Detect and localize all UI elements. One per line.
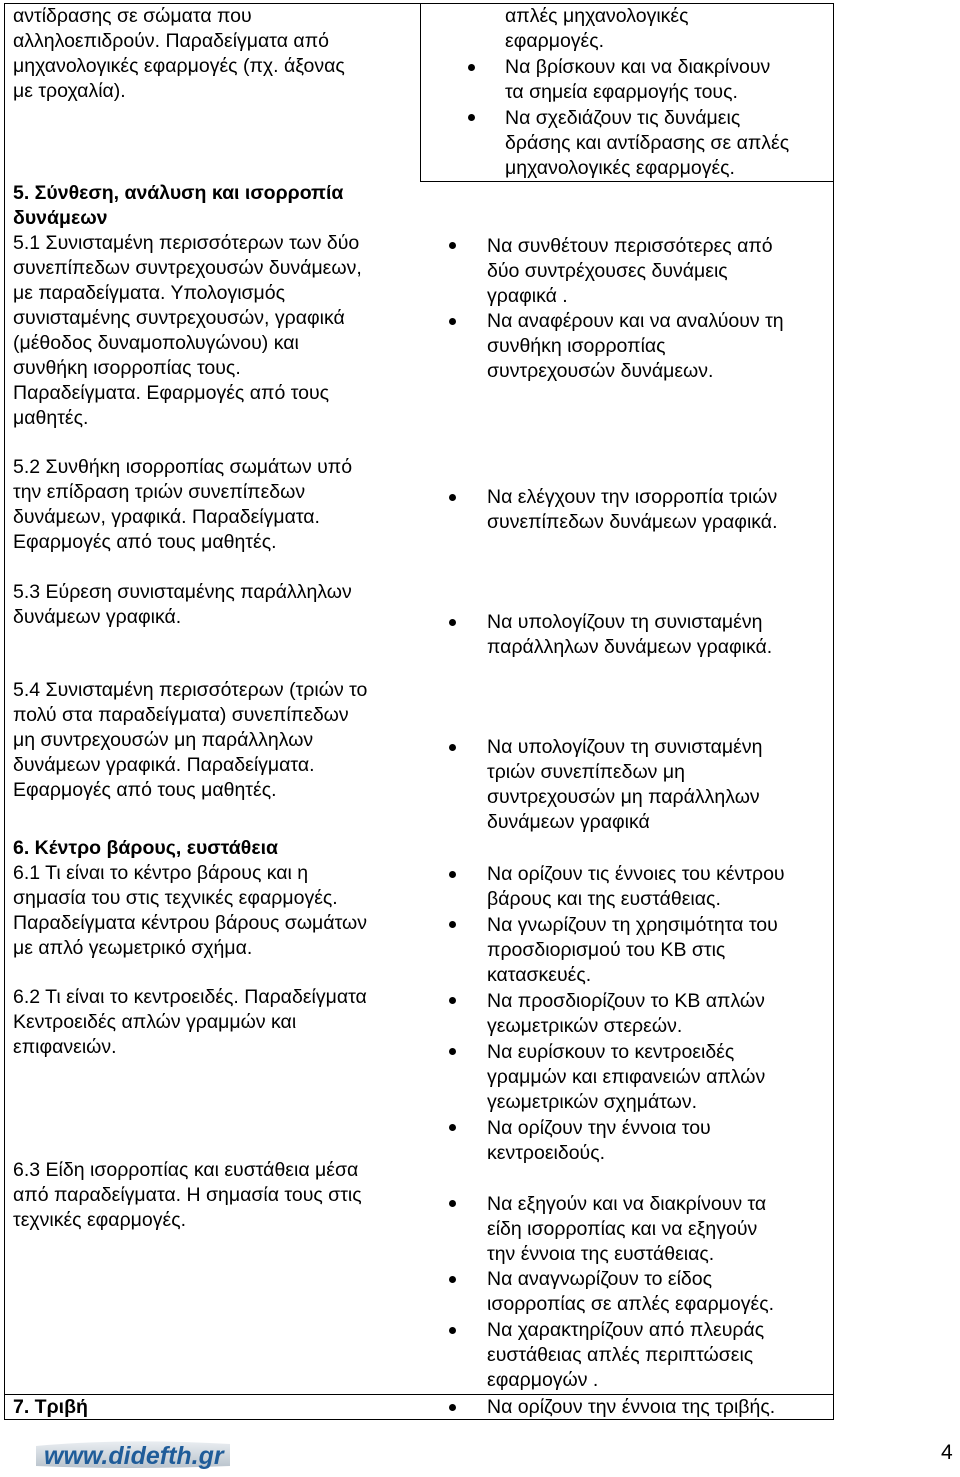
objective-line: κεντροειδούς.: [487, 1142, 606, 1164]
section-5-1-line: συνεπίπεδων συντρεχουσών δυνάμεων,: [13, 257, 362, 279]
bullet-icon: [449, 1124, 456, 1131]
section-5-title: 5. Σύνθεση, ανάλυση και ισορροπία: [13, 182, 344, 204]
objective-line: Να αναγνωρίζουν το είδος: [487, 1268, 713, 1290]
objective-line: Να προσδιορίζουν το ΚΒ απλών: [487, 990, 765, 1012]
section-5-4-line: πολύ στα παραδείγματα) συνεπίπεδων: [13, 704, 349, 726]
section-5-1-line: 5.1 Συνισταμένη περισσότερων των δύο: [13, 232, 360, 254]
bullet-icon: [449, 318, 456, 325]
site-logo[interactable]: [30, 1436, 238, 1472]
objective-continuation: εφαρμογές.: [505, 30, 605, 52]
bullet-icon: [449, 494, 456, 501]
objective-line: βάρους και της ευστάθειας.: [487, 888, 721, 910]
objective-line: μηχανολογικές εφαρμογές.: [505, 157, 735, 179]
intro-line: με τροχαλία).: [13, 80, 126, 102]
objective-continuation: απλές μηχανολογικές: [505, 5, 689, 27]
section-5-3-line: 5.3 Εύρεση συνισταμένης παράλληλων: [13, 581, 352, 603]
objective-line: είδη ισορροπίας και να εξηγούν: [487, 1218, 758, 1240]
intro-line: μηχανολογικές εφαρμογές (πχ. άξονας: [13, 55, 345, 77]
bullet-icon: [449, 242, 456, 249]
objective-line: Να αναφέρουν και να αναλύουν τη: [487, 310, 784, 332]
section-5-title: δυνάμεων: [13, 207, 108, 229]
bullet-icon: [468, 114, 475, 121]
section-5-4-line: μη συντρεχουσών μη παράλληλων: [13, 729, 314, 751]
section-5-3-line: δυνάμεων γραφικά.: [13, 606, 182, 628]
section-6-2-line: Κεντροειδές απλών γραμμών και: [13, 1011, 297, 1033]
objective-line: δράσης και αντίδρασης σε απλές: [505, 132, 790, 154]
objective-line: συντρεχουσών δυνάμεων.: [487, 360, 714, 382]
bullet-icon: [449, 1327, 456, 1334]
objective-line: Να ευρίσκουν το κεντροειδές: [487, 1041, 735, 1063]
objective-line: Να σχεδιάζουν τις δυνάμεις: [505, 107, 741, 129]
objective-line: Να εξηγούν και να διακρίνουν τα: [487, 1193, 767, 1215]
section-6-3-line: από παραδείγματα. Η σημασία τους στις: [13, 1184, 362, 1206]
objective-line: τα σημεία εφαρμογής τους.: [505, 81, 738, 103]
section-5-1-line: (μέθοδος δυναμοπολυγώνου) και: [13, 332, 299, 354]
bullet-icon: [449, 921, 456, 928]
objective-line: Να ορίζουν τις έννοιες του κέντρου: [487, 863, 785, 885]
objective-line: τριών συνεπίπεδων μη: [487, 761, 685, 783]
objective-line: συνεπίπεδων δυνάμεων γραφικά.: [487, 511, 778, 533]
objective-line: την έννοια της ευστάθειας.: [487, 1243, 715, 1265]
objective-line: Να υπολογίζουν τη συνισταμένη: [487, 611, 763, 633]
intro-line: αντίδρασης σε σώματα που: [13, 5, 252, 27]
bullet-icon: [449, 744, 456, 751]
section-6-2-line: επιφανειών.: [13, 1036, 117, 1058]
section-6-1-line: σημασία του στις τεχνικές εφαρμογές.: [13, 887, 338, 909]
bullet-icon: [449, 619, 456, 626]
bullet-icon: [449, 1200, 456, 1207]
section-5-4-line: Εφαρμογές από τους μαθητές.: [13, 779, 277, 801]
section-6-3-line: 6.3 Είδη ισορροπίας και ευστάθεια μέσα: [13, 1159, 359, 1181]
logo-graphic: [30, 1436, 238, 1472]
section-5-4-line: 5.4 Συνισταμένη περισσότερων (τριών το: [13, 679, 368, 701]
section-6-1-line: 6.1 Τι είναι το κέντρο βάρους και η: [13, 862, 309, 884]
section-6-2-line: 6.2 Τι είναι το κεντροειδές. Παραδείγματα: [13, 986, 367, 1008]
objective-line: δυνάμεων γραφικά: [487, 811, 650, 833]
objective-line: προσδιορισμού του ΚΒ στις: [487, 939, 726, 961]
section-5-2-line: 5.2 Συνθήκη ισορροπίας σωμάτων υπό: [13, 456, 353, 478]
section-6-1-line: με απλό γεωμετρικό σχήμα.: [13, 937, 253, 959]
section-6-title: 6. Κέντρο βάρους, ευστάθεια: [13, 837, 278, 859]
objective-line: παράλληλων δυνάμεων γραφικά.: [487, 636, 773, 658]
intro-line: αλληλοεπιδρούν. Παραδείγματα από: [13, 30, 329, 52]
section-7-title: 7. Τριβή: [13, 1396, 88, 1418]
objective-line: εφαρμογών .: [487, 1369, 599, 1391]
section-5-4-line: δυνάμεων γραφικά. Παραδείγματα.: [13, 754, 315, 776]
objective-line: Να ορίζουν την έννοια του: [487, 1117, 711, 1139]
bullet-icon: [449, 871, 456, 878]
objective-line: γεωμετρικών σχημάτων.: [487, 1091, 698, 1113]
row-divider-right-top: [420, 181, 834, 182]
objective-line: ισορροπίας σε απλές εφαρμογές.: [487, 1293, 775, 1315]
page-number: 4: [941, 1441, 953, 1464]
objective-line: Να ελέγχουν την ισορροπία τριών: [487, 486, 778, 508]
objective-line: γεωμετρικών στερεών.: [487, 1015, 683, 1037]
section-5-2-line: την επίδραση τριών συνεπίπεδων: [13, 481, 306, 503]
section-5-2-line: δυνάμεων, γραφικά. Παραδείγματα.: [13, 506, 320, 528]
objective-line: Να ορίζουν την έννοια της τριβής.: [487, 1396, 776, 1418]
section-6-1-line: Παραδείγματα κέντρου βάρους σωμάτων: [13, 912, 367, 934]
objective-line: γραμμών και επιφανειών απλών: [487, 1066, 766, 1088]
section-5-2-line: Εφαρμογές από τους μαθητές.: [13, 531, 277, 553]
objective-line: Να συνθέτουν περισσότερες από: [487, 235, 773, 257]
bullet-icon: [449, 1404, 456, 1411]
bullet-icon: [449, 1276, 456, 1283]
section-6-3-line: τεχνικές εφαρμογές.: [13, 1209, 187, 1231]
section-5-1-line: μαθητές.: [13, 407, 89, 429]
objective-line: Να χαρακτηρίζουν από πλευράς: [487, 1319, 765, 1341]
objective-line: συντρεχουσών μη παράλληλων: [487, 786, 760, 808]
section-5-1-line: συνισταμένης συντρεχουσών, γραφικά: [13, 307, 345, 329]
objective-line: ευστάθειας απλές περιπτώσεις: [487, 1344, 754, 1366]
objective-line: δύο συντρέχουσες δυνάμεις: [487, 260, 728, 282]
bullet-icon: [449, 997, 456, 1004]
objective-line: γραφικά .: [487, 285, 568, 307]
objective-line: Να υπολογίζουν τη συνισταμένη: [487, 736, 763, 758]
section-5-1-line: με παραδείγματα. Υπολογισμός: [13, 282, 286, 304]
objective-line: Να γνωρίζουν τη χρησιμότητα του: [487, 914, 778, 936]
column-divider-top: [420, 3, 421, 181]
bullet-icon: [449, 1048, 456, 1055]
objective-line: Να βρίσκουν και να διακρίνουν: [505, 56, 771, 78]
objective-line: συνθήκη ισορροπίας: [487, 335, 666, 357]
objective-line: κατασκευές.: [487, 964, 592, 986]
bullet-icon: [468, 64, 475, 71]
section-5-1-line: συνθήκη ισορροπίας τους.: [13, 357, 241, 379]
logo-text: www.didefth.gr: [44, 1442, 224, 1470]
section-5-1-line: Παραδείγματα. Εφαρμογές από τους: [13, 382, 330, 404]
